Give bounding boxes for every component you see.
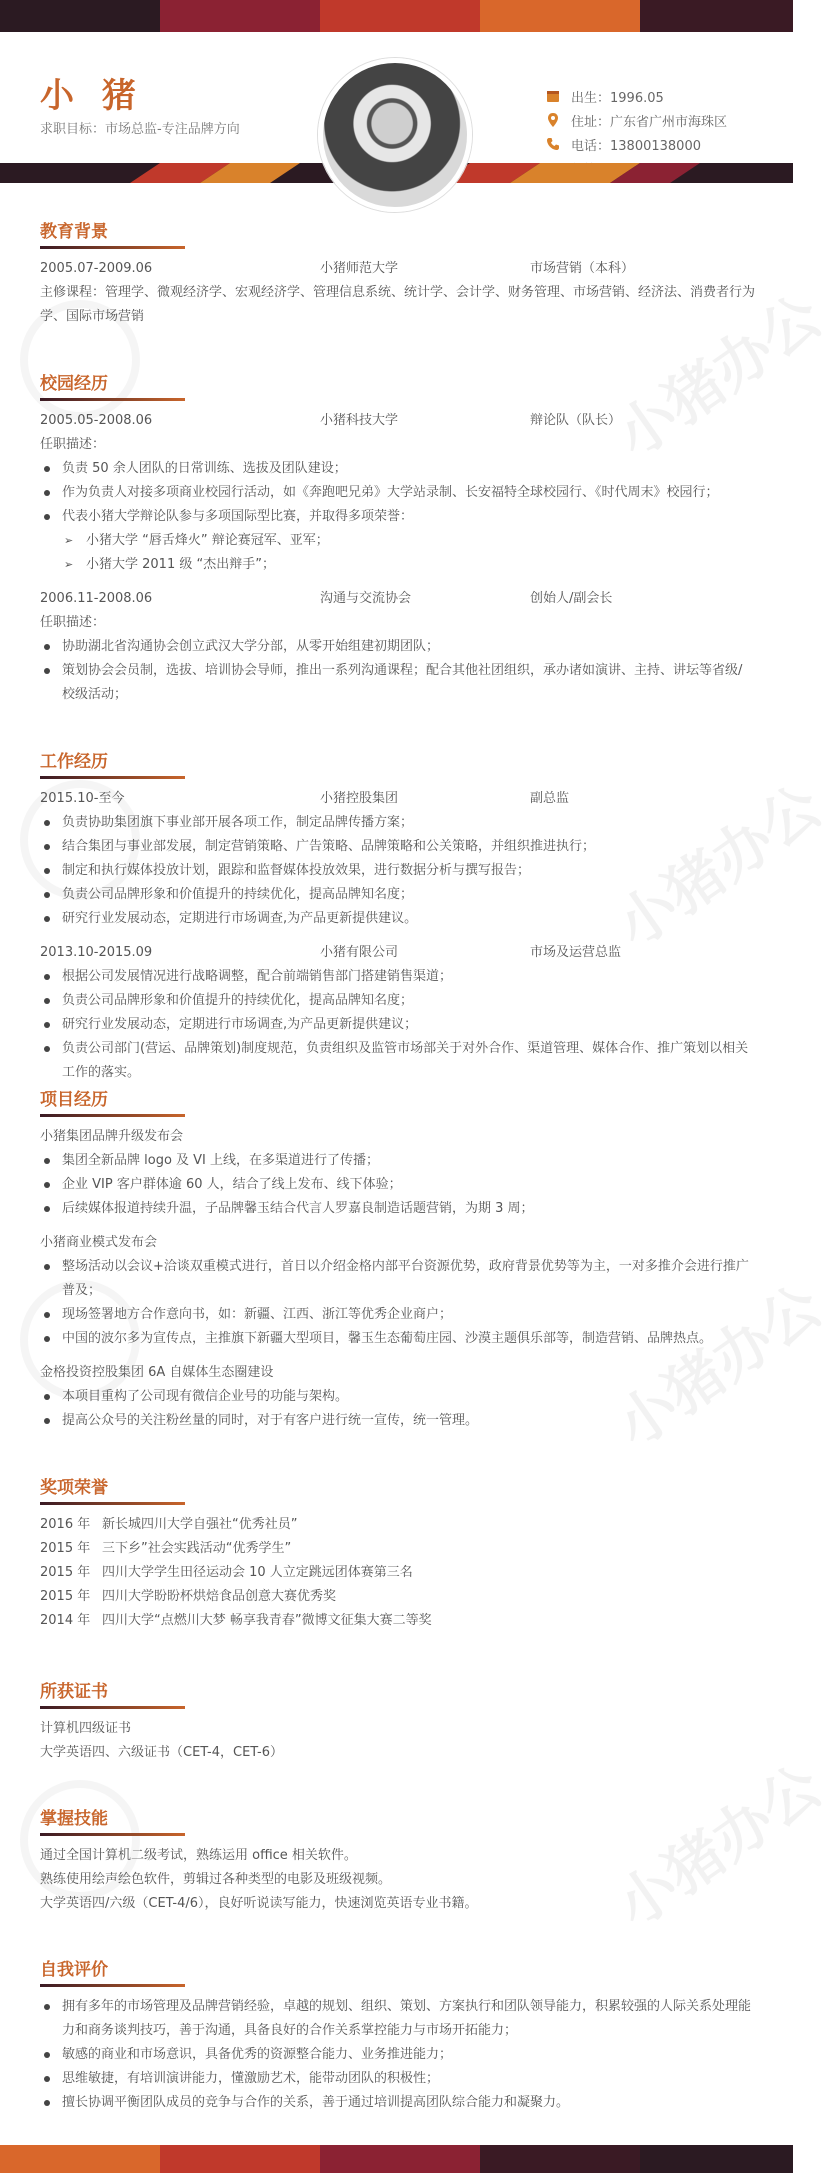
top-stripe — [0, 0, 793, 32]
section-title: 所获证书 — [40, 1682, 108, 1702]
profile-photo — [318, 58, 472, 212]
section-underline — [40, 1114, 185, 1117]
project-name: 小猪商业模式发布会 — [40, 1235, 158, 1250]
list-item: 制定和执行媒体投放计划，跟踪和监督媒体投放效果，进行数据分析与撰写报告； — [40, 859, 755, 883]
watermark-text: 小猪办公 — [604, 1751, 834, 1941]
list-item: 研究行业发展动态，定期进行市场调查,为产品更新提供建议； — [40, 1013, 755, 1037]
location-pin-icon — [545, 112, 561, 128]
section-title: 项目经历 — [40, 1090, 108, 1110]
list-item: 结合集团与事业部发展，制定营销策略、广告策略、品牌策略和公关策略，并组织推进执行； — [40, 835, 755, 859]
section-title: 掌握技能 — [40, 1809, 108, 1829]
cert-item: 计算机四级证书 — [40, 1721, 132, 1736]
work-section — [40, 748, 755, 1085]
watermark-text: 小猪办公 — [604, 281, 834, 471]
list-item: 负责 50 余人团队的日常训练、选拔及团队建设； — [40, 457, 755, 481]
campus-entry-header: 2005.05-2008.06 小猪科技大学 辩论队（队长） — [40, 413, 622, 428]
list-item: 擅长协调平衡团队成员的竞争与合作的关系，善于通过培训提高团队综合能力和凝聚力。 — [40, 2091, 755, 2115]
section-underline — [40, 1984, 185, 1987]
projects-section — [40, 1086, 755, 1433]
section-underline — [40, 776, 185, 779]
list-item: 思维敏捷，有培训演讲能力，懂激励艺术，能带动团队的积极性； — [40, 2067, 755, 2091]
list-item: 拥有多年的市场管理及品牌营销经验，卓越的规划、组织、策划、方案执行和团队领导能力，积累较强的人际关系处理能力和商务谈判技巧，善于沟通，具备良好的合作关系掌控能力与市场开拓能力； — [40, 1995, 755, 2043]
bottom-stripe — [0, 2145, 793, 2173]
calendar-icon — [545, 88, 561, 104]
list-item: 企业 VIP 客户群体逾 60 人，结合了线上发布、线下体验； — [40, 1173, 755, 1197]
self-eval-section — [40, 1956, 755, 2115]
education-courses: 主修课程：管理学、微观经济学、宏观经济学、管理信息系统、统计学、会计学、财务管理、市场营销、经济法、消费者行为学、国际市场营销 — [40, 285, 756, 324]
cert-item: 大学英语四、六级证书（CET-4，CET-6） — [40, 1745, 284, 1760]
work-entry-header: 2015.10-至今 小猪控股集团 副总监 — [40, 791, 570, 806]
section-underline — [40, 1833, 185, 1836]
list-item: 负责协助集团旗下事业部开展各项工作，制定品牌传播方案； — [40, 811, 755, 835]
list-item: 策划协会会员制，选拔、培训协会导师，推出一系列沟通课程；配合其他社团组织，承办诸如演讲、主持、讲坛等省级/校级活动； — [40, 659, 755, 707]
project-name: 金格投资控股集团 6A 自媒体生态圈建设 — [40, 1365, 274, 1380]
award-item: 2014 年 四川大学“点燃川大梦 畅享我青春”微博文征集大赛二等奖 — [40, 1613, 432, 1628]
contact-address: 住址：广东省广州市海珠区 — [545, 108, 750, 132]
list-item: 提高公众号的关注粉丝量的同时，对于有客户进行统一宣传，统一管理。 — [40, 1409, 755, 1433]
skill-item: 大学英语四/六级（CET-4/6），良好听说读写能力，快速浏览英语专业书籍。 — [40, 1896, 478, 1911]
project-name: 小猪集团品牌升级发布会 — [40, 1129, 184, 1144]
campus-section: 校园经历 2005.05-2008.06 小猪科技大学 辩论队（队长） 任职描述： 负责 50 余人团队的日常训练、选拔及团队建设； 作为负责人对接多项商业校园行活动，如《奔跑吧兄弟》大学站录制、长安福特全球校园行、《时代周末》校园行； 代表小猪大学辩论队参与多项国际型比赛，并取得多项荣誉： ➢ 小猪大学 “唇舌烽火” 辩论赛冠军、亚军； ➢ 小猪大学 2011 级 “杰出辩手”； 2006.11-2008.06 沟通与交流协会 创始人/副会长 任职描述： 协助湖北省沟通协会创立武汉大学分部，从零开始组建初期团队； 策划协会会员制，选拔、培训协会导师，推出一系列沟通课程；配合其他社团组织，承办诸如演讲、主持、讲坛等省级/校级活动； — [40, 370, 755, 707]
list-item: 根据公司发展情况进行战略调整，配合前端销售部门搭建销售渠道； — [40, 965, 755, 989]
watermark-text: 小猪办公 — [604, 1271, 834, 1461]
certs-section — [40, 1678, 755, 1765]
section-underline — [40, 1706, 185, 1709]
skills-section — [40, 1805, 755, 1916]
phone-icon — [545, 136, 561, 152]
list-item: 后续媒体报道持续升温，子品牌馨玉结合代言人罗嘉良制造话题营销，为期 3 周； — [40, 1197, 755, 1221]
candidate-name: 小 猪 — [40, 76, 144, 116]
sub-list-item: ➢ 小猪大学 “唇舌烽火” 辩论赛冠军、亚军； — [40, 529, 755, 553]
section-underline — [40, 246, 185, 249]
section-title: 奖项荣誉 — [40, 1478, 108, 1498]
list-item: 集团全新品牌 logo 及 VI 上线，在多渠道进行了传播； — [40, 1149, 755, 1173]
list-item: 本项目重构了公司现有微信企业号的功能与架构。 — [40, 1385, 755, 1409]
list-item: 现场签署地方合作意向书，如：新疆、江西、浙江等优秀企业商户； — [40, 1303, 755, 1327]
award-item: 2015 年 四川大学盼盼杯烘焙食品创意大赛优秀奖 — [40, 1589, 337, 1604]
watermark-text: 小猪办公 — [604, 771, 834, 961]
award-item: 2015 年 三下乡”社会实践活动“优秀学生” — [40, 1541, 292, 1556]
section-title: 工作经历 — [40, 752, 108, 772]
skill-item: 通过全国计算机二级考试，熟练运用 office 相关软件。 — [40, 1848, 357, 1863]
sub-list-item: ➢ 小猪大学 2011 级 “杰出辩手”； — [40, 553, 755, 577]
section-underline — [40, 1502, 185, 1505]
list-item: 中国的波尔多为宣传点，主推旗下新疆大型项目，馨玉生态葡萄庄园、沙漠主题俱乐部等，制造营销、品牌热点。 — [40, 1327, 755, 1351]
award-item: 2015 年 四川大学学生田径运动会 10 人立定跳远团体赛第三名 — [40, 1565, 413, 1580]
list-item: 敏感的商业和市场意识，具备优秀的资源整合能力、业务推进能力； — [40, 2043, 755, 2067]
list-item: 代表小猪大学辩论队参与多项国际型比赛，并取得多项荣誉： — [40, 505, 755, 529]
contact-phone: 电话：13800138000 — [545, 132, 750, 156]
section-title: 校园经历 — [40, 374, 108, 394]
section-underline — [40, 398, 185, 401]
awards-section — [40, 1474, 755, 1633]
list-item: 负责公司品牌形象和价值提升的持续优化，提高品牌知名度； — [40, 883, 755, 907]
list-item: 协助湖北省沟通协会创立武汉大学分部，从零开始组建初期团队； — [40, 635, 755, 659]
list-item: 作为负责人对接多项商业校园行活动，如《奔跑吧兄弟》大学站录制、长安福特全球校园行、《时代周末》校园行； — [40, 481, 755, 505]
job-objective: 求职目标：市场总监-专注品牌方向 — [40, 122, 240, 137]
list-item: 负责公司部门(营运、品牌策划)制度规范，负责组织及监管市场部关于对外合作、渠道管理、媒体合作、推广策划以相关工作的落实。 — [40, 1037, 755, 1085]
award-item: 2016 年 新长城四川大学自强社“优秀社员” — [40, 1517, 298, 1532]
skill-item: 熟练使用绘声绘色软件，剪辑过各种类型的电影及班级视频。 — [40, 1872, 392, 1887]
list-item: 整场活动以会议+洽谈双重模式进行，首日以介绍金格内部平台资源优势，政府背景优势等为主，一对多推介会进行推广普及； — [40, 1255, 755, 1303]
work-entry-header: 2013.10-2015.09 小猪有限公司 市场及运营总监 — [40, 945, 622, 960]
list-item: 负责公司品牌形象和价值提升的持续优化，提高品牌知名度； — [40, 989, 755, 1013]
section-title: 教育背景 — [40, 222, 108, 242]
campus-entry-header: 2006.11-2008.06 沟通与交流协会 创始人/副会长 — [40, 591, 613, 606]
contact-birth: 出生：1996.05 — [545, 84, 750, 108]
section-title: 自我评价 — [40, 1960, 108, 1980]
education-section — [40, 218, 755, 329]
education-row: 2005.07-2009.06 小猪师范大学 市场营销（本科） — [40, 261, 635, 276]
list-item: 研究行业发展动态，定期进行市场调查,为产品更新提供建议。 — [40, 907, 755, 931]
